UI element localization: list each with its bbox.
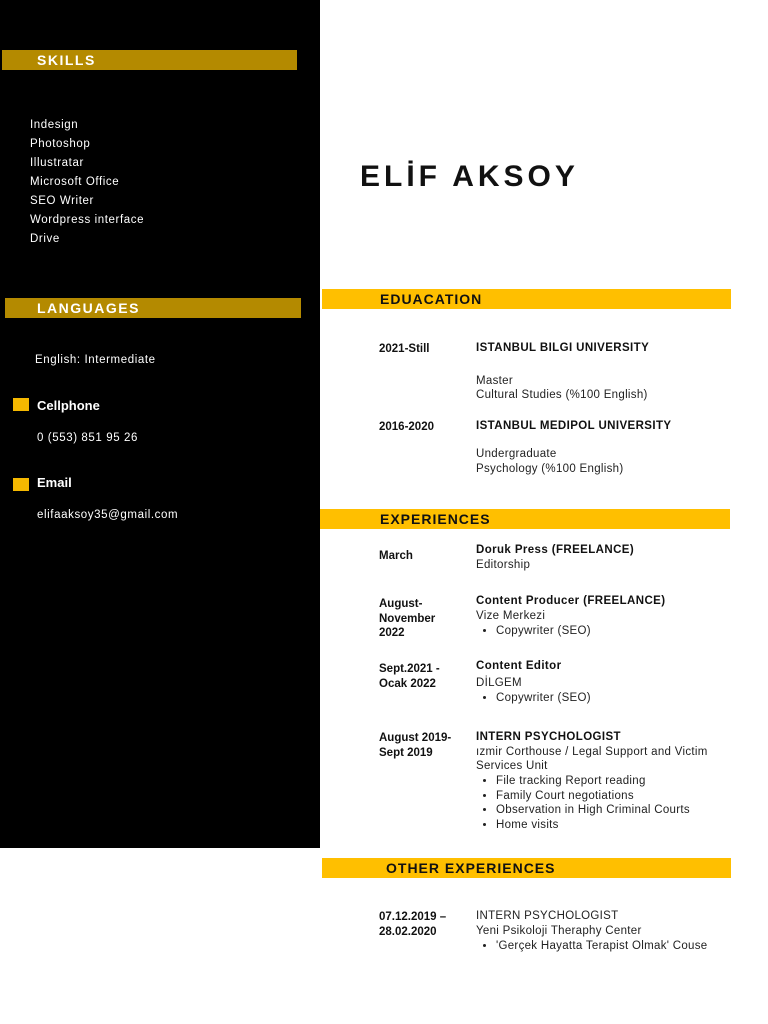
skill-item: Microsoft Office bbox=[30, 176, 120, 188]
skill-item: Wordpress interface bbox=[30, 214, 145, 226]
experiences-heading bbox=[320, 509, 730, 529]
cellphone-value: 0 (553) 851 95 26 bbox=[37, 432, 138, 444]
sidebar bbox=[0, 0, 320, 848]
experience-org: Vize Merkezi bbox=[476, 610, 546, 622]
other-experience-date: 07.12.2019 – 28.02.2020 bbox=[379, 911, 447, 938]
cellphone-label: Cellphone bbox=[37, 398, 100, 413]
bullet-item: • Copywriter (SEO) bbox=[496, 624, 591, 639]
bullet-item: • File tracking Report reading bbox=[496, 774, 690, 789]
cellphone-marker-icon bbox=[13, 398, 29, 411]
languages-title: LANGUAGES bbox=[37, 300, 140, 316]
education-date: 2016-2020 bbox=[379, 421, 434, 433]
experience-bullets bbox=[476, 624, 591, 639]
email-value: elifaaksoy35@gmail.com bbox=[37, 509, 179, 521]
other-experience-bullets bbox=[476, 939, 708, 954]
education-degree: Undergraduate bbox=[476, 448, 557, 460]
skill-item: SEO Writer bbox=[30, 195, 94, 207]
skill-item: Indesign bbox=[30, 119, 79, 131]
skill-item: Photoshop bbox=[30, 138, 91, 150]
experience-date: August 2019- Sept 2019 bbox=[379, 732, 452, 759]
experience-org: DİLGEM bbox=[476, 677, 522, 689]
bullet-item: • Copywriter (SEO) bbox=[496, 691, 591, 706]
education-title: EDUACATION bbox=[380, 291, 483, 307]
person-name: ELİF AKSOY bbox=[360, 160, 579, 193]
skills-title: SKILLS bbox=[37, 52, 96, 68]
education-heading bbox=[322, 289, 731, 309]
experience-date: Sept.2021 - Ocak 2022 bbox=[379, 663, 440, 690]
experience-date: August-November 2022 bbox=[379, 598, 436, 639]
experience-org-line2: Services Unit bbox=[476, 760, 548, 772]
education-field: Psychology (%100 English) bbox=[476, 463, 624, 475]
experiences-title: EXPERIENCES bbox=[380, 511, 491, 527]
languages-heading bbox=[5, 298, 301, 318]
other-experiences-heading bbox=[322, 858, 731, 878]
email-label: Email bbox=[37, 475, 72, 490]
bullet-item: • 'Gerçek Hayatta Terapist Olmak' Couse bbox=[496, 939, 708, 954]
other-experiences-title: OTHER EXPERIENCES bbox=[386, 860, 556, 876]
experience-bullets bbox=[476, 691, 591, 706]
skill-item: Drive bbox=[30, 233, 60, 245]
email-marker-icon bbox=[13, 478, 29, 491]
skills-heading bbox=[2, 50, 297, 70]
education-school: ISTANBUL MEDIPOL UNIVERSITY bbox=[476, 420, 672, 432]
language-item: English: Intermediate bbox=[35, 354, 156, 366]
experience-role: INTERN PSYCHOLOGIST bbox=[476, 731, 621, 743]
other-experience-role: INTERN PSYCHOLOGIST bbox=[476, 910, 619, 922]
other-experience-org: Yeni Psikoloji Theraphy Center bbox=[476, 925, 642, 937]
experience-role: Content Producer (FREELANCE) bbox=[476, 595, 666, 607]
experience-role: Doruk Press (FREELANCE) bbox=[476, 544, 635, 556]
experience-date: March bbox=[379, 550, 413, 562]
experience-role: Content Editor bbox=[476, 660, 562, 672]
bullet-item: • Home visits bbox=[496, 818, 690, 833]
education-degree: Master bbox=[476, 375, 513, 387]
education-school: ISTANBUL BILGI UNIVERSITY bbox=[476, 342, 650, 354]
bullet-item: • Family Court negotiations bbox=[496, 789, 690, 804]
skill-item: Illustratar bbox=[30, 157, 84, 169]
experience-org: ızmir Corthouse / Legal Support and Victim bbox=[476, 746, 708, 758]
experience-bullets bbox=[476, 774, 690, 833]
education-date: 2021-Still bbox=[379, 343, 430, 355]
education-field: Cultural Studies (%100 English) bbox=[476, 389, 648, 401]
bullet-item: • Observation in High Criminal Courts bbox=[496, 803, 690, 818]
experience-org: Editorship bbox=[476, 559, 531, 571]
